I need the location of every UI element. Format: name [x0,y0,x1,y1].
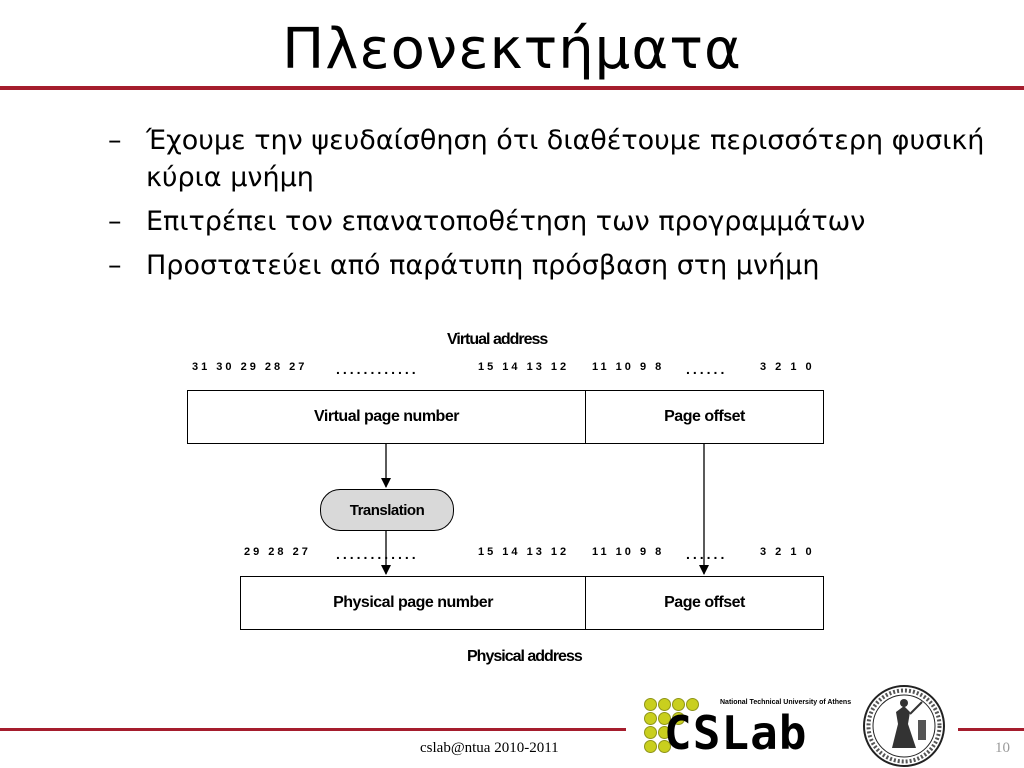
footer-text: cslab@ntua 2010-2011 [420,740,559,756]
physical-bits-ellipsis-2: ...... [686,546,728,562]
physical-bits-low: 3 2 1 0 [760,546,815,558]
physical-bits-ellipsis: ............ [336,546,419,562]
footer-divider-right [958,728,1024,731]
physical-page-number-field: Physical page number [333,594,493,611]
ntua-name-text: National Technical University of Athens [720,699,852,706]
virtual-bits-high: 31 30 29 28 27 [192,361,308,373]
virtual-address-label: Virtual address [447,331,548,348]
virtual-bits-ellipsis: ............ [336,361,419,377]
bullet-text: Επιτρέπει τον επανατοποθέτηση των προγραμμάτων [146,206,866,237]
virtual-bits-ellipsis-2: ...... [686,361,728,377]
page-number: 10 [995,740,1010,756]
physical-page-offset-field: Page offset [585,577,823,629]
virtual-bits-low-mid: 11 10 9 8 [592,361,665,373]
virtual-bits-mid: 15 14 13 12 [478,361,570,373]
physical-bits-high: 29 28 27 [244,546,311,558]
translation-box: Translation [320,489,454,531]
virtual-page-offset-field: Page offset [585,391,823,443]
footer-divider-left [0,728,626,731]
physical-address-label: Physical address [467,648,582,665]
physical-bits-low-mid: 11 10 9 8 [592,546,665,558]
slide-title: Πλεονεκτήματα [282,17,742,82]
physical-address-box [240,576,824,630]
cslab-logo: CSLab [664,706,808,760]
bullet-dash: – [108,206,122,237]
bullet-dash: – [108,125,122,156]
bullet-text: Έχουμε την ψευδαίσθηση ότι διαθέτουμε περισσότερη φυσική κύρια μνήμη [146,125,985,193]
ntua-seal-icon [862,684,946,768]
bullet-dash: – [108,250,122,281]
physical-bits-mid: 15 14 13 12 [478,546,570,558]
virtual-bits-low: 3 2 1 0 [760,361,815,373]
virtual-page-number-field: Virtual page number [314,408,459,425]
bullet-text: Προστατεύει από παράτυπη πρόσβαση στη μνήμη [146,250,820,281]
